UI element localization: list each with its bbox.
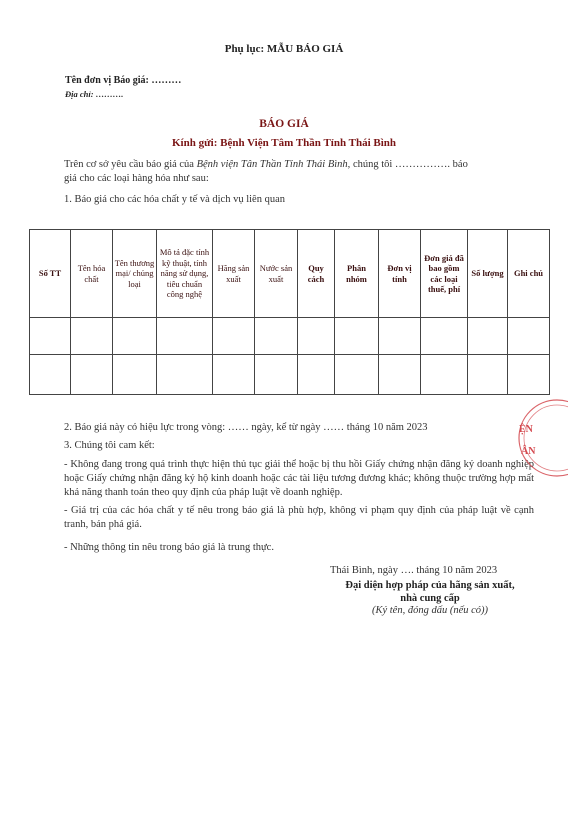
quotation-table xyxy=(29,229,550,395)
col-header-technical-description: Mô tả đặc tính kỹ thuật, tính năng sử dụng, tiêu chuẩn công nghệ xyxy=(157,230,213,318)
stamp-text-mid: ÂN xyxy=(521,446,536,457)
table-cell xyxy=(157,318,213,355)
intro-prefix: Trên cơ sở yêu cầu báo giá của xyxy=(64,159,197,170)
table-cell xyxy=(113,318,157,355)
col-header-unit: Đơn vị tính xyxy=(379,230,421,318)
section-3-heading: 3. Chúng tôi cam kết: xyxy=(64,440,155,451)
quote-title: BÁO GIÁ xyxy=(259,118,309,130)
intro-suffix: chúng tôi ……………. báo xyxy=(350,159,468,170)
table-cell xyxy=(30,355,71,395)
table-cell xyxy=(379,318,421,355)
table-cell xyxy=(468,355,508,395)
section-1-heading: 1. Báo giá cho các hóa chất y tế và dịch vụ liên quan xyxy=(64,194,286,205)
commitment-2: - Giá trị của các hóa chất y tế nêu trong báo giá là phù hợp, không vi phạm quy định của pháp luật về cạnh tranh, bán phá giá. xyxy=(64,505,534,530)
vendor-name-line: Tên đơn vị Báo giá: ……… xyxy=(65,75,182,86)
col-header-stt: Số TT xyxy=(30,230,71,318)
appendix-title: Phụ lục: MẪU BÁO GIÁ xyxy=(224,43,344,55)
table-cell xyxy=(298,318,335,355)
table-cell xyxy=(421,355,468,395)
stamp-text-top: ỆN xyxy=(519,424,533,435)
signature-title xyxy=(300,579,560,605)
red-stamp xyxy=(505,388,568,488)
col-header-manufacturer: Hãng sản xuất xyxy=(213,230,255,318)
signature-place-date: Thái Bình, ngày …. tháng 10 năm 2023 xyxy=(330,565,498,576)
col-header-specification: Quy cách xyxy=(298,230,335,318)
col-header-country: Nước sản xuất xyxy=(255,230,298,318)
col-header-quantity: Số lượng xyxy=(468,230,508,318)
table-cell xyxy=(213,318,255,355)
intro-paragraph xyxy=(64,158,534,186)
col-header-trade-name: Tên thương mại/ chủng loại xyxy=(113,230,157,318)
col-header-unit-price: Đơn giá đã bao gồm các loại thuế, phí xyxy=(421,230,468,318)
table-cell xyxy=(255,318,298,355)
table-cell xyxy=(30,318,71,355)
intro-hospital-name: Bệnh viện Tân Thần Tỉnh Thái Bình, xyxy=(196,159,351,170)
col-header-notes: Ghi chú xyxy=(508,230,550,318)
table-cell xyxy=(113,355,157,395)
col-header-chemical-name: Tên hóa chất xyxy=(71,230,113,318)
table-cell xyxy=(335,318,379,355)
table-cell xyxy=(335,355,379,395)
table-cell xyxy=(213,355,255,395)
table-cell xyxy=(379,355,421,395)
table-cell xyxy=(298,355,335,395)
table-cell xyxy=(255,355,298,395)
table-cell xyxy=(508,318,550,355)
table-cell xyxy=(71,318,113,355)
section-2-validity: 2. Báo giá này có hiệu lực trong vòng: …… ngày, kể từ ngày …… tháng 10 năm 2023 xyxy=(64,422,428,433)
greeting-line: Kính gửi: Bệnh Viện Tâm Thần Tỉnh Thái Bình xyxy=(171,137,397,149)
intro-line-2: giá cho các loại hàng hóa như sau: xyxy=(64,173,209,184)
table-header-row xyxy=(30,230,550,318)
table-cell xyxy=(157,355,213,395)
vendor-address-line: Địa chỉ: ………. xyxy=(65,89,124,99)
table-cell xyxy=(71,355,113,395)
table-cell xyxy=(421,318,468,355)
commitment-3: - Những thông tin nêu trong báo giá là trung thực. xyxy=(64,542,274,553)
signature-note: (Ký tên, đóng dấu (nếu có)) xyxy=(371,605,489,616)
signature-title-line-2: nhà cung cấp xyxy=(400,593,460,604)
table-row xyxy=(30,355,550,395)
signature-title-line-1: Đại diện hợp pháp của hãng sản xuất, xyxy=(345,580,515,591)
commitment-1: - Không đang trong quá trình thực hiện thủ tục giải thể hoặc bị thu hồi Giấy chứng nhận đăng ký doanh nghiệp hoặc Giấy chứng nhận đăng ký hộ kinh doanh hoặc các tài liệu tương đương khác; không thuộc trường hợp mất khả năng thanh toán theo quy định của pháp luật về doanh nghiệp. xyxy=(64,459,534,498)
table-row xyxy=(30,318,550,355)
col-header-group: Phân nhóm xyxy=(335,230,379,318)
table-cell xyxy=(468,318,508,355)
